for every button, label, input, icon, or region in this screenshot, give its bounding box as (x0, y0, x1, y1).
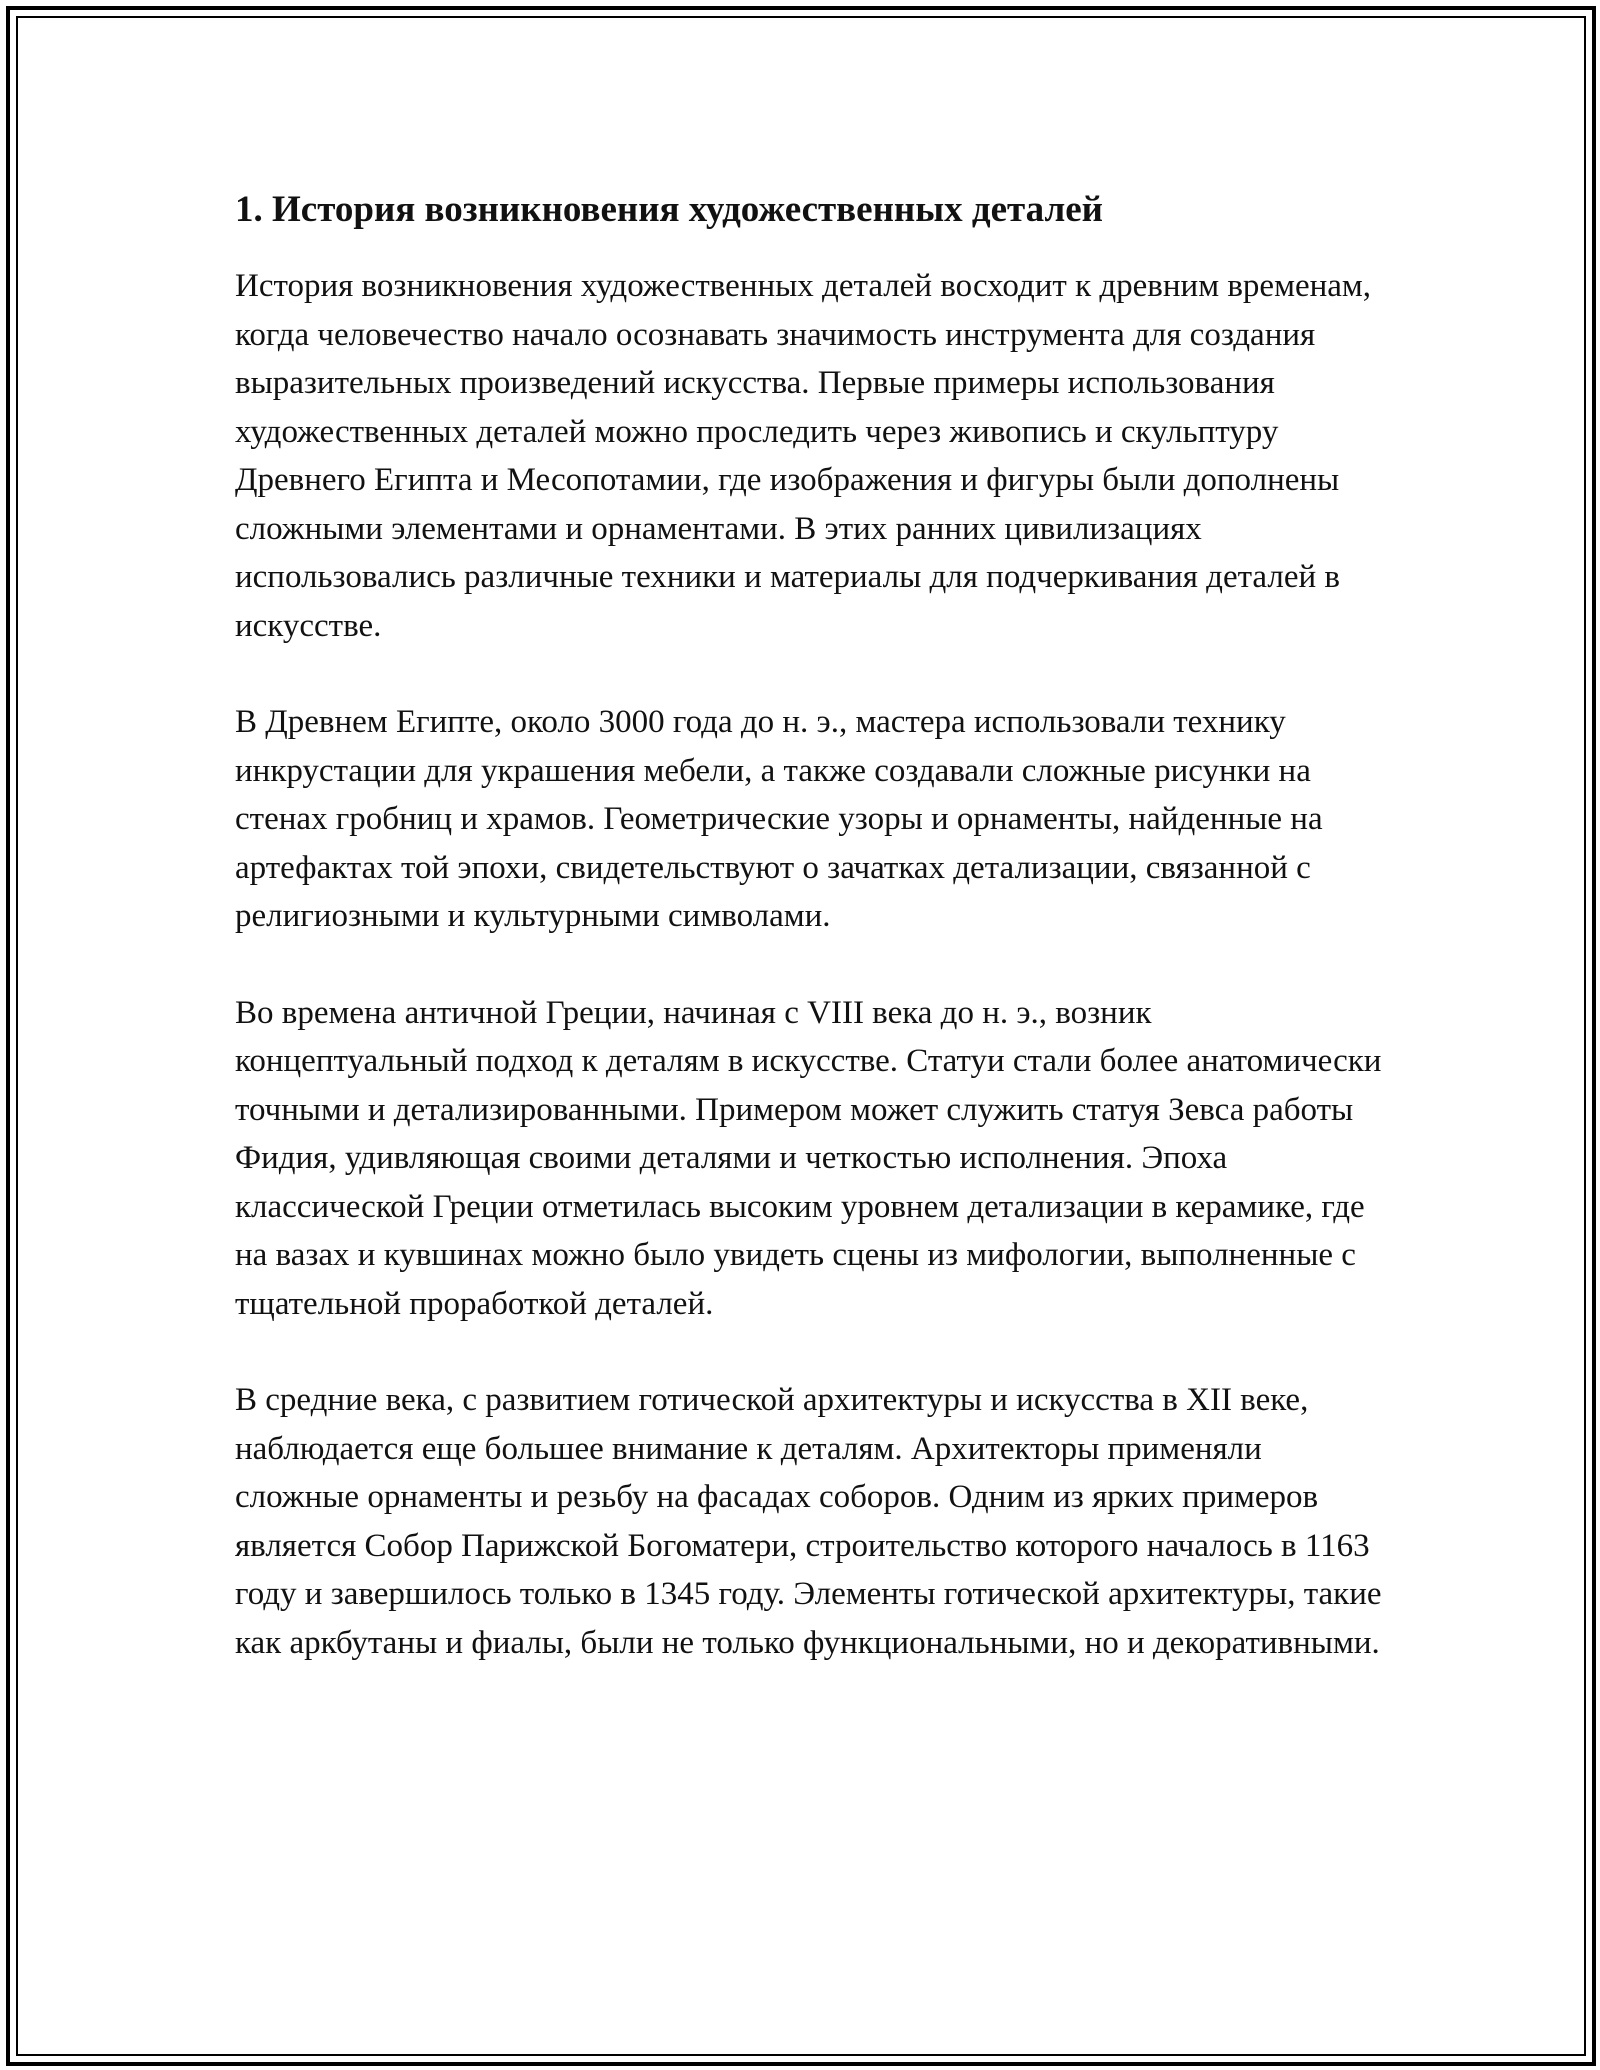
paragraph-ancient-greece: Во времена античной Греции, начиная с VIII века до н. э., возник концептуальный подход к деталям в искусстве. Статуи стали более анатомически точными и детализированными. Примером может служить статуя Зевса работы Фидия, удивляющая своими деталями и четкостью исполнения. Эпоха классической Греции отметилась высоким уровнем детализации в керамике, где на вазах и кувшинах можно было увидеть сцены из мифологии, выполненные с тщательной проработкой деталей. (235, 994, 1382, 1322)
section-heading: 1. История возникновения художественных деталей (235, 189, 1103, 230)
paragraph-ancient-egypt: В Древнем Египте, около 3000 года до н. э., мастера использовали технику инкрустации для украшения мебели, а также создавали сложные рисунки на стенах гробниц и храмов. Геометрические узоры и орнаменты, найденные на артефактах той эпохи, свидетельствуют о зачатках детализации, связанной с религиозными и культурными символами. (235, 704, 1323, 934)
paragraph-ancient-origins: История возникновения художественных деталей восходит к древним временам, когда человечество начало осознавать значимость инструмента для создания выразительных произведений искусства. Первые примеры использования художественных деталей можно проследить через живопись и скульптуру Древнего Египта и Месопотамии, где изображения и фигуры были дополнены сложными элементами и орнаментами. В этих ранних цивилизациях использовались различные техники и материалы для подчеркивания деталей в искусстве. (235, 268, 1372, 644)
paragraph-middle-ages: В средние века, с развитием готической архитектуры и искусства в XII веке, наблюдается еще большее внимание к деталям. Архитекторы применяли сложные орнаменты и резьбу на фасадах соборов. Одним из ярких примеров является Собор Парижской Богоматери, строительство которого началось в 1163 году и завершилось только в 1345 году. Элементы готической архитектуры, такие как аркбутаны и фиалы, были не только функциональными, но и декоративными. (235, 1382, 1382, 1661)
document-body (235, 186, 1385, 1715)
